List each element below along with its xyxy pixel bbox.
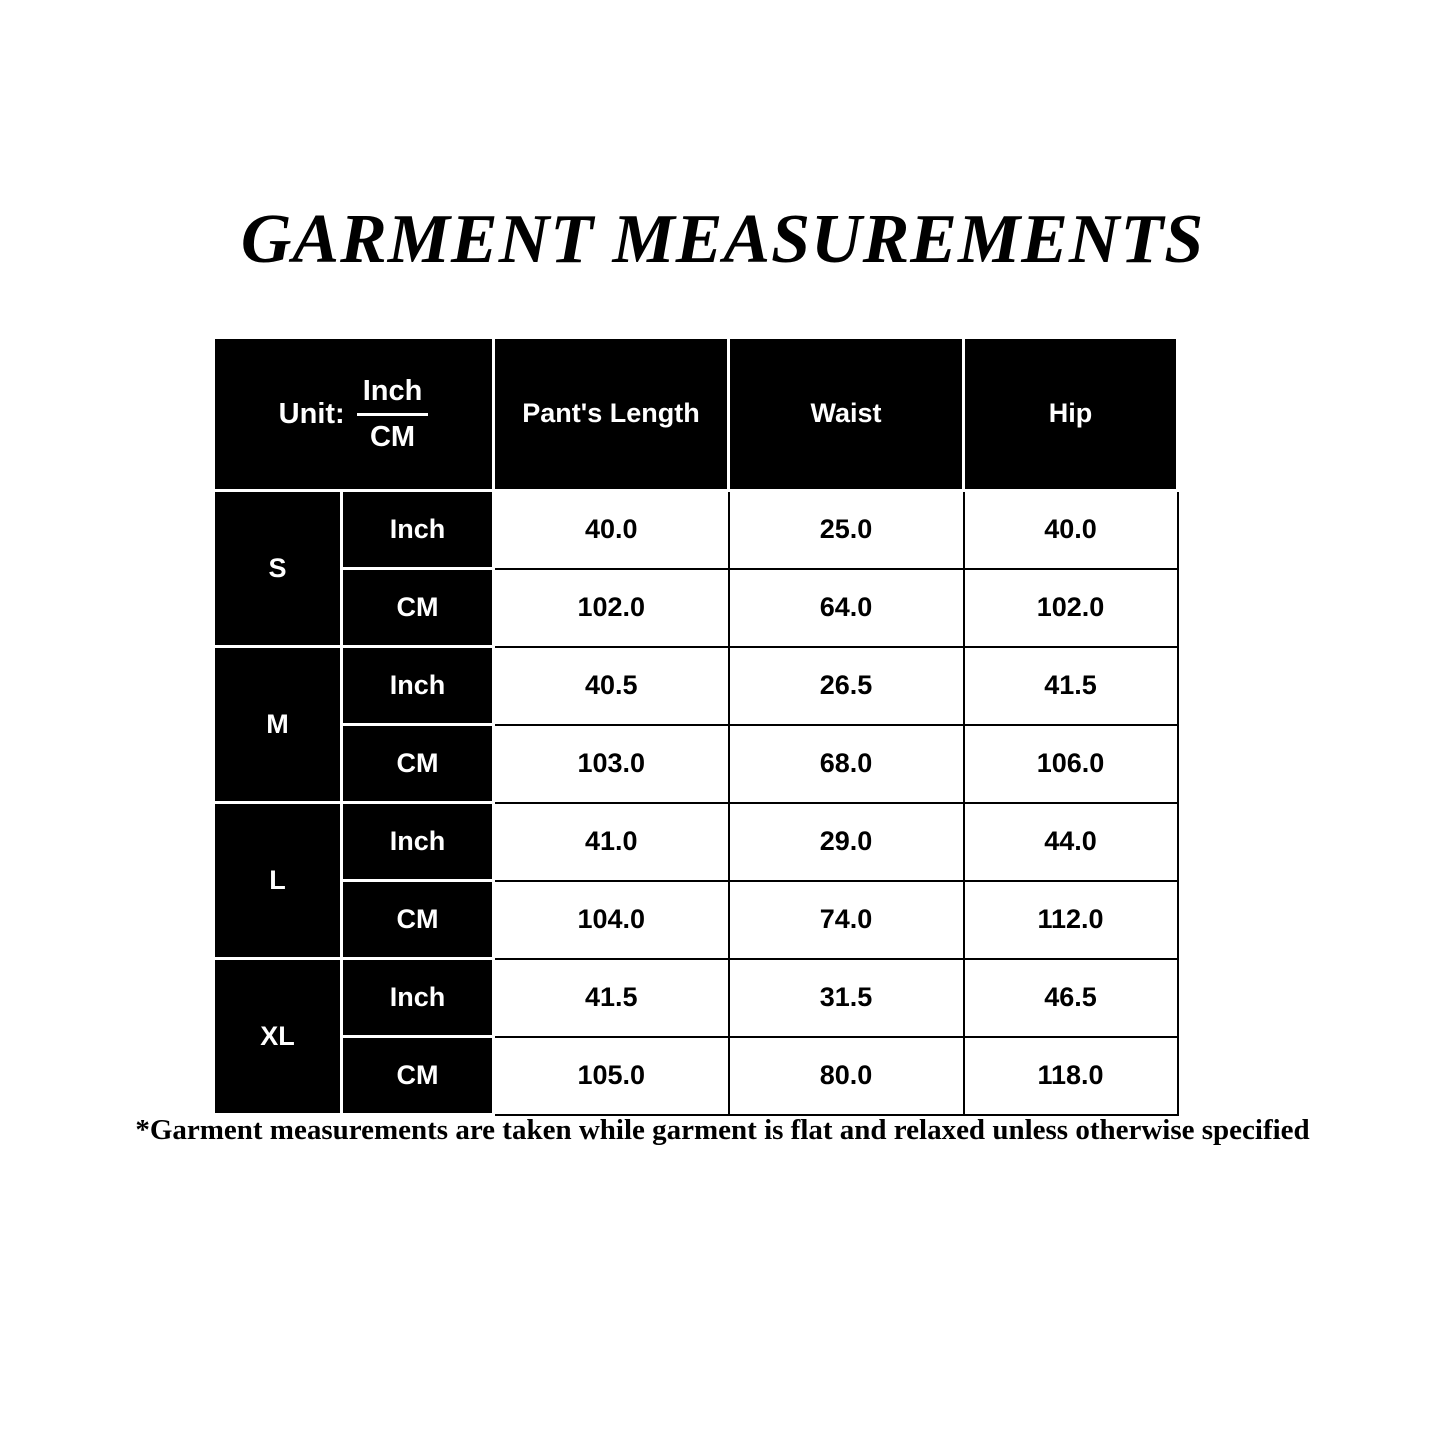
value-l-inch-hip: 44.0 <box>964 803 1178 881</box>
table-row <box>214 959 1178 1037</box>
table-row <box>214 725 1178 803</box>
value-m-cm-hip: 106.0 <box>964 725 1178 803</box>
value-s-inch-pants-length: 40.0 <box>494 491 729 569</box>
unit-cell-m-inch: Inch <box>342 647 494 725</box>
unit-label: Unit: <box>278 397 345 430</box>
page-title: GARMENT MEASUREMENTS <box>240 201 1205 278</box>
table-row <box>214 881 1178 959</box>
value-m-inch-pants-length: 40.5 <box>494 647 729 725</box>
value-l-inch-pants-length: 41.0 <box>494 803 729 881</box>
value-l-cm-hip: 112.0 <box>964 881 1178 959</box>
value-m-cm-waist: 68.0 <box>729 725 964 803</box>
unit-cell-l-inch: Inch <box>342 803 494 881</box>
value-l-cm-waist: 74.0 <box>729 881 964 959</box>
unit-cell-xl-inch: Inch <box>342 959 494 1037</box>
size-cell-s: S <box>214 491 342 647</box>
value-l-cm-pants-length: 104.0 <box>494 881 729 959</box>
value-xl-inch-pants-length: 41.5 <box>494 959 729 1037</box>
measurements-table <box>212 336 1179 1116</box>
unit-cell-s-inch: Inch <box>342 491 494 569</box>
value-s-inch-waist: 25.0 <box>729 491 964 569</box>
table-row <box>214 803 1178 881</box>
unit-cell-s-cm: CM <box>342 569 494 647</box>
table-row <box>214 1037 1178 1115</box>
value-s-cm-waist: 64.0 <box>729 569 964 647</box>
value-s-cm-pants-length: 102.0 <box>494 569 729 647</box>
column-header-pants-length: Pant's Length <box>494 338 729 491</box>
column-header-hip: Hip <box>964 338 1178 491</box>
value-s-inch-hip: 40.0 <box>964 491 1178 569</box>
value-m-cm-pants-length: 103.0 <box>494 725 729 803</box>
size-cell-l: L <box>214 803 342 959</box>
value-xl-cm-hip: 118.0 <box>964 1037 1178 1115</box>
measurements-table-container <box>212 336 1176 1116</box>
value-xl-cm-pants-length: 105.0 <box>494 1037 729 1115</box>
unit-fraction <box>357 374 429 453</box>
value-m-inch-waist: 26.5 <box>729 647 964 725</box>
unit-fraction-numerator: Inch <box>362 375 423 408</box>
value-m-inch-hip: 41.5 <box>964 647 1178 725</box>
unit-header-cell <box>214 338 494 491</box>
unit-fraction-denominator: CM <box>357 413 429 454</box>
column-header-waist: Waist <box>729 338 964 491</box>
table-row <box>214 491 1178 569</box>
value-xl-inch-waist: 31.5 <box>729 959 964 1037</box>
table-row <box>214 647 1178 725</box>
unit-cell-xl-cm: CM <box>342 1037 494 1115</box>
unit-cell-l-cm: CM <box>342 881 494 959</box>
value-xl-cm-waist: 80.0 <box>729 1037 964 1115</box>
table-header-row <box>214 338 1178 491</box>
unit-cell-m-cm: CM <box>342 725 494 803</box>
size-cell-m: M <box>214 647 342 803</box>
table-row <box>214 569 1178 647</box>
value-xl-inch-hip: 46.5 <box>964 959 1178 1037</box>
value-s-cm-hip: 102.0 <box>964 569 1178 647</box>
value-l-inch-waist: 29.0 <box>729 803 964 881</box>
footnote-text: *Garment measurements are taken while garment is flat and relaxed unless otherwise specified <box>135 1114 1310 1146</box>
size-cell-xl: XL <box>214 959 342 1115</box>
